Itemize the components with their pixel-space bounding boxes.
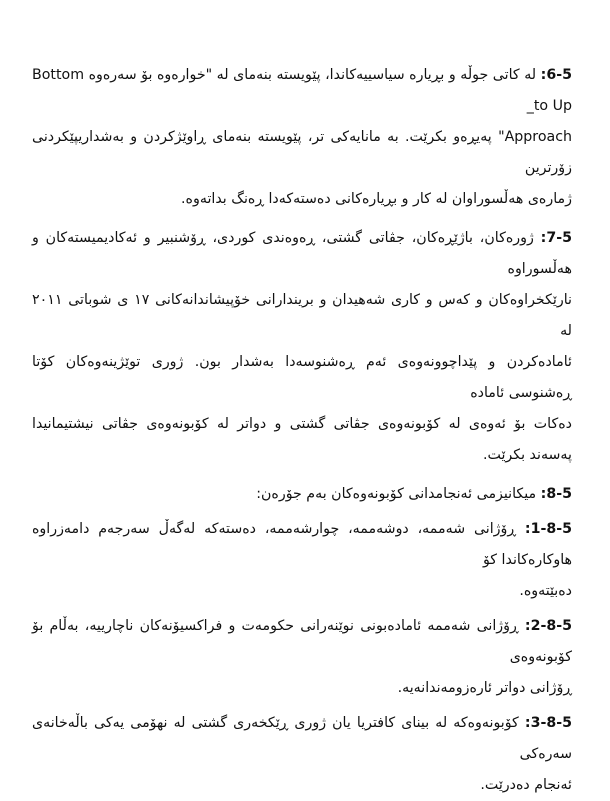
paragraph-1-8-5 bbox=[32, 514, 572, 607]
text-line: 2-8-5: ڕۆژانی شەممە ئامادەبونی نوێنەرانی حکومەت و فراکسیۆنەکان ناچارییە، بەڵام بۆ کۆبونەوەی bbox=[32, 618, 572, 665]
paragraph-number: 6-5: bbox=[540, 67, 572, 83]
paragraph-number: 7-5: bbox=[540, 230, 572, 246]
paragraph-2-8-5 bbox=[32, 611, 572, 704]
paragraph-8-5 bbox=[32, 479, 572, 510]
paragraph-number: 3-8-5: bbox=[524, 715, 572, 731]
paragraph-number: 1-8-5: bbox=[524, 521, 572, 537]
text-line: ڕۆژانی دواتر ئارەزومەندانەیە. bbox=[397, 680, 572, 696]
paragraph-number: 2-8-5: bbox=[524, 618, 572, 634]
text-line: 6-5: له کاتی جوڵه و بڕیاره سیاسییەکاندا، پێویسته بنەمای له "خوارەوه بۆ سەرەوه Bottom to Up_ bbox=[32, 67, 572, 114]
paragraph-6-5 bbox=[32, 60, 572, 215]
paragraph-7-5 bbox=[32, 223, 572, 471]
text-line: نارێکخراوەکان و کەس و کاری شەهیدان و بریندارانی خۆپیشاندانەکانی ١٧ ی شوباتی ٢٠١١ له bbox=[32, 292, 572, 339]
text-line: دەبێتەوە. bbox=[519, 583, 572, 599]
text-line: 7-5: ژورەکان، باژێڕەکان، جڤاتی گشتی، ڕەوەندی کوردی، ڕۆشنبیر و ئەکادیمیستەکان و هەڵسوراوه bbox=[32, 230, 572, 277]
text-line: 3-8-5: کۆبونەوەکە له بینای کافتریا یان ژوری ڕێکخەری گشتی له نهۆمی یەکی باڵەخانەی سەرەکی bbox=[32, 715, 572, 762]
text-line: ژمارەی هەڵسوراوان له کار و بڕیارەکانی دەستەکەدا ڕەنگ بداتەوه. bbox=[181, 191, 572, 207]
paragraph-3-8-5 bbox=[32, 708, 572, 801]
text-line: ئەنجام دەدرێت. bbox=[480, 777, 572, 793]
paragraph-number: 8-5: bbox=[540, 486, 572, 502]
text-line: 8-5: میکانیزمی ئەنجامدانی کۆبونەوەکان بەم جۆرەن: bbox=[256, 486, 572, 502]
text-line: 1-8-5: ڕۆژانی شەممە، دوشەممە، چوارشەممە، دەستەکە لەگەڵ سەرجەم دامەزراوە هاوکارەکاندا کۆ bbox=[32, 521, 572, 568]
text-line: دەکات بۆ ئەوەی له کۆبونەوەی جڤاتی گشتی و دواتر له کۆبونەوەی جڤاتی نیشتیمانیدا پەسەند بکرێت. bbox=[32, 416, 572, 463]
text-line: ئامادەکردن و پێداچوونەوەی ئەم ڕەشنوسەدا بەشدار بون. ژوری توێژینەوەکان کۆتا ڕەشنوسی ئامادە bbox=[32, 354, 572, 401]
text-line: Approach" پەیڕەو بکرێت. به مانایەکی تر، پێویسته بنەمای ڕاوێژکردن و بەشداریپێکردنی زۆرترین bbox=[32, 129, 572, 176]
